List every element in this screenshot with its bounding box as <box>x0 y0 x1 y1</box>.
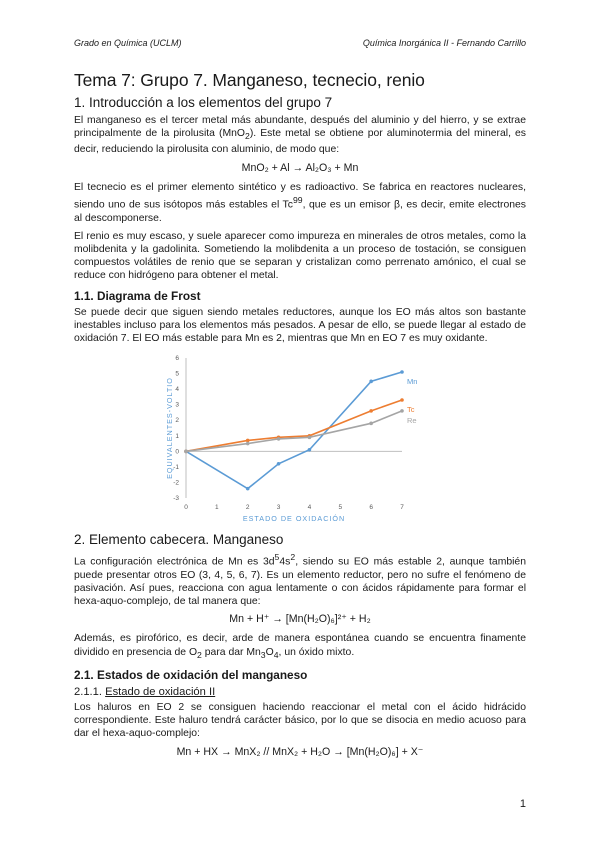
y-tick-label: -2 <box>173 479 179 487</box>
legend-label-re: Re <box>407 416 417 426</box>
data-point-re <box>308 436 312 440</box>
y-tick-label: -3 <box>173 495 179 503</box>
section-2-heading: 2. Elemento cabecera. Manganeso <box>74 532 284 548</box>
data-point-mn <box>277 462 281 466</box>
frost-chart-svg <box>166 350 436 526</box>
section-1-heading: 1. Introducción a los elementos del grupo 7 <box>74 95 333 110</box>
section-2-1-heading: 2.1. Estados de oxidación del manganeso <box>74 667 308 682</box>
y-tick-label: 4 <box>175 386 179 394</box>
data-point-tc <box>400 398 404 402</box>
legend-label-mn: Mn <box>407 377 418 387</box>
section-1-1-heading: 1.1. Diagrama de Frost <box>74 288 201 303</box>
data-point-mn <box>369 380 373 384</box>
x-tick-label: 1 <box>215 504 219 512</box>
y-tick-label: 6 <box>175 355 179 363</box>
paragraph-rhenium: El renio es muy escaso, y suele aparecer como impureza en minerales de otros metales, como la molibdenita y la gadolinita. Sometiendo la molibdenita a un proceso de tostación, se consiguen compuestos volátiles de renio que se separan y cristalizan como perrenato amónico, el cual se reduce con hidrógeno para obtener el metal. <box>74 230 526 282</box>
equation-aluminothermy: MnO₂ + Al → Al₂O₃ + Mn <box>241 161 359 174</box>
y-tick-label: 3 <box>175 401 179 409</box>
data-point-re <box>369 422 373 426</box>
x-tick-label: 6 <box>369 504 373 512</box>
section-2-1-1-heading: 2.1.1. Estado de oxidación II <box>74 685 216 698</box>
y-tick-label: 2 <box>175 417 179 425</box>
y-tick-label: 1 <box>175 432 179 440</box>
data-point-mn <box>400 370 404 374</box>
paragraph-mn-config: La configuración electrónica de Mn es $3d^54s^2$, siendo su EO más estable 2, aunque también puede presentar otros EO (3, 4, 5, 6, 7). Es un elemento reductor, pero no sufre el fenómeno de pasivación. Así pues, reacciona con agua lentamente o con ácidos rápidamente para formar el hexa-aquo-complejo, de tal manera que: <box>74 552 526 608</box>
series-line-tc <box>186 400 402 451</box>
y-tick-label: 0 <box>175 448 179 456</box>
x-axis-label: ESTADO DE OXIDACIÓN <box>242 514 346 524</box>
data-point-mn <box>246 487 250 491</box>
y-tick-label: 5 <box>175 370 179 378</box>
paragraph-halides: Los haluros en EO 2 se consiguen haciendo reaccionar el metal con el ácido hidrácido correspondiente. Este haluro tendrá carácter básico, por lo que se disocia en medio acuoso para dar el hexa-aquo-complejo: <box>74 701 526 740</box>
frost-diagram <box>74 350 526 526</box>
paragraph-technetium: El tecnecio es el primer elemento sintético y es radioactivo. Se fabrica en reactores nucleares, siendo uno de sus isótopos más estables el Tc$^{99}$, que es un emisor β, es decir, emite electrones al descomponerse. <box>74 181 526 224</box>
paragraph-pyrophoric: Además, es pirofórico, es decir, arde de manera espontánea cuando se encuentra finamente dividido en presencia de $O_2$ para dar $Mn_3O_4$, un óxido mixto. <box>74 633 526 660</box>
data-point-re <box>277 437 281 441</box>
data-point-re <box>246 442 250 446</box>
document-title: Tema 7: Grupo 7. Manganeso, tecnecio, renio <box>74 70 425 90</box>
x-tick-label: 5 <box>338 504 343 512</box>
y-tick-label: -1 <box>173 464 179 472</box>
x-tick-label: 2 <box>245 504 250 512</box>
paragraph-frost: Se puede decir que siguen siendo metales reductores, aunque los EO más altos son bastante inestables incluso para los elementos más pesados. A pesar de ello, se puede llegar al estado de oxidación 7. El EO más estable para Mn es 2, mientras que Mn en EO 7 es muy oxidante. <box>74 306 526 344</box>
page-content <box>74 70 526 765</box>
x-tick-label: 7 <box>400 504 404 512</box>
series-line-mn <box>186 372 402 489</box>
paragraph-manganese-intro: El manganeso es el tercer metal más abundante, después del aluminio y del hierro, y se extrae principalmente de la pirolusita (MnO$_2$). Este metal se obtiene por aluminotermia del mineral, es decir, reduciendo la pirolusita con aluminio, de modo que: <box>74 115 526 156</box>
data-point-re <box>184 450 188 454</box>
page-number: 1 <box>519 798 526 810</box>
data-point-tc <box>246 439 250 443</box>
x-tick-label: 0 <box>184 504 188 512</box>
data-point-re <box>400 409 404 413</box>
data-point-tc <box>369 409 373 413</box>
x-tick-label: 4 <box>307 504 312 512</box>
data-point-mn <box>308 448 312 452</box>
equation-hexaaquo: Mn + H⁺ → [Mn(H₂O)₆]²⁺ + H₂ <box>229 613 371 626</box>
header-left: Grado en Química (UCLM) <box>74 38 182 48</box>
x-tick-label: 3 <box>276 504 281 512</box>
y-axis-label: EQUIVALENTES-VOLTIO <box>165 377 174 480</box>
equation-halides: Mn + HX → MnX₂ // MnX₂ + H₂O → [Mn(H₂O)₆] + X⁻ <box>176 745 424 758</box>
header-right: Química Inorgánica II - Fernando Carrillo <box>362 38 526 48</box>
legend-label-tc: Tc <box>407 405 415 415</box>
